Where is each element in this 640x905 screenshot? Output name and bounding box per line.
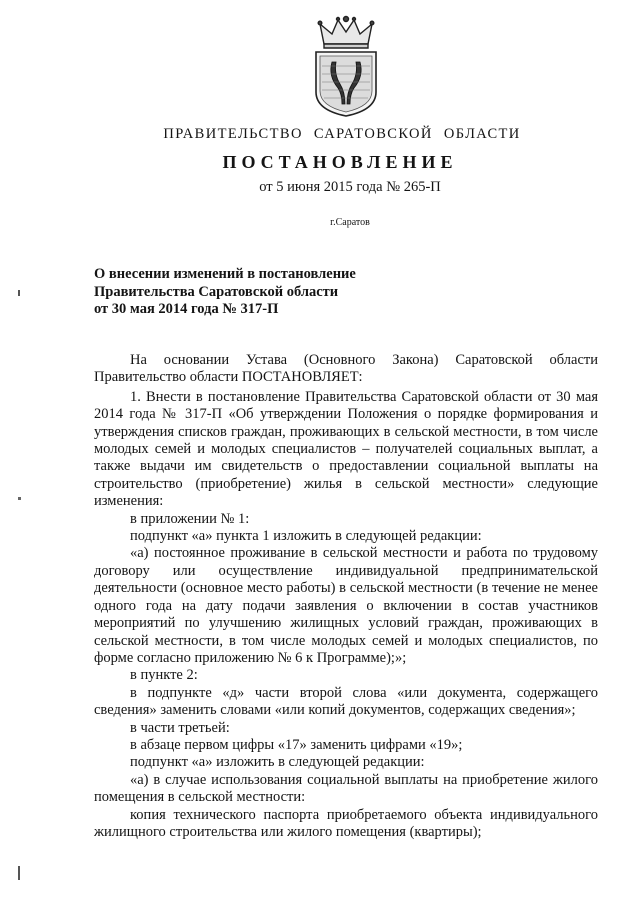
body-paragraph-4: «а) постоянное проживание в сельской местности и работа по трудовому договору или осуществление индивидуальной предпринимательской деятельности (основное место работы) в сельской местности (в течение не менее одного года на дату подачи заявления о включении в состав участников мероприятий по улучшению жилищных условий граждан, проживающих в сельской местности, в том числе молодых семей и молодых специалистов, по форме согласно приложению № 6 к Программе);»; <box>94 545 598 666</box>
body-paragraph-6: в подпункте «д» части второй слова «или документа, содержащего сведения» заменить словами «или копий документов, содержащих сведения»; <box>94 684 598 719</box>
coat-of-arms-icon <box>308 14 384 118</box>
subject-line-2: Правительства Саратовской области <box>94 283 339 300</box>
body-paragraph-3: подпункт «а» пункта 1 изложить в следующей редакции: <box>130 528 482 545</box>
subject-line-3: от 30 мая 2014 года № 317-П <box>94 301 279 317</box>
body-paragraph-8: в абзаце первом цифры «17» заменить цифрами «19»; <box>130 736 463 753</box>
document-type-title: ПОСТАНОВЛЕНИЕ <box>222 152 458 172</box>
body-paragraph-11: копия технического паспорта приобретаемого объекта индивидуального жилищного строительства или жилого помещения (квартиры); <box>94 806 598 840</box>
document-body <box>94 352 598 841</box>
body-paragraph-2: в приложении № 1: <box>130 510 250 527</box>
document-subject <box>94 266 356 319</box>
document-city: г.Саратов <box>330 217 370 228</box>
body-paragraph-1: 1. Внести в постановление Правительства Саратовской области от 30 мая 2014 года № 317-П «Об утверждении Положения о порядке формирования и утверждения списков граждан, проживающих в сельской местности, в том числе молодых семей и молодых специалистов – получателей социальных выплат, а также выдачи им свидетельств о предоставлении социальной выплаты на строительство (приобретение) жилья в сельской местности» следующие изменения: <box>94 388 598 510</box>
scan-artifact-mark <box>18 290 20 296</box>
body-paragraph-7: в части третьей: <box>130 719 230 736</box>
document-date-number: от 5 июня 2015 года № 265-П <box>259 179 441 195</box>
subject-line-1: О внесении изменений в постановление <box>94 266 356 282</box>
scan-artifact-dot <box>18 497 21 500</box>
scan-artifact-mark <box>18 866 20 880</box>
government-name: ПРАВИТЕЛЬСТВО САРАТОВСКОЙ ОБЛАСТИ <box>163 126 521 142</box>
body-paragraph-5: в пункте 2: <box>130 667 198 684</box>
body-paragraph-9: подпункт «а» изложить в следующей редакции: <box>130 754 425 771</box>
body-paragraph-intro: На основании Устава (Основного Закона) Саратовской области Правительство области ПОСТАНОВЛЯЕТ: <box>94 352 598 386</box>
body-paragraph-10: «а) в случае использования социальной выплаты на приобретение жилого помещения в сельской местности: <box>94 771 598 806</box>
